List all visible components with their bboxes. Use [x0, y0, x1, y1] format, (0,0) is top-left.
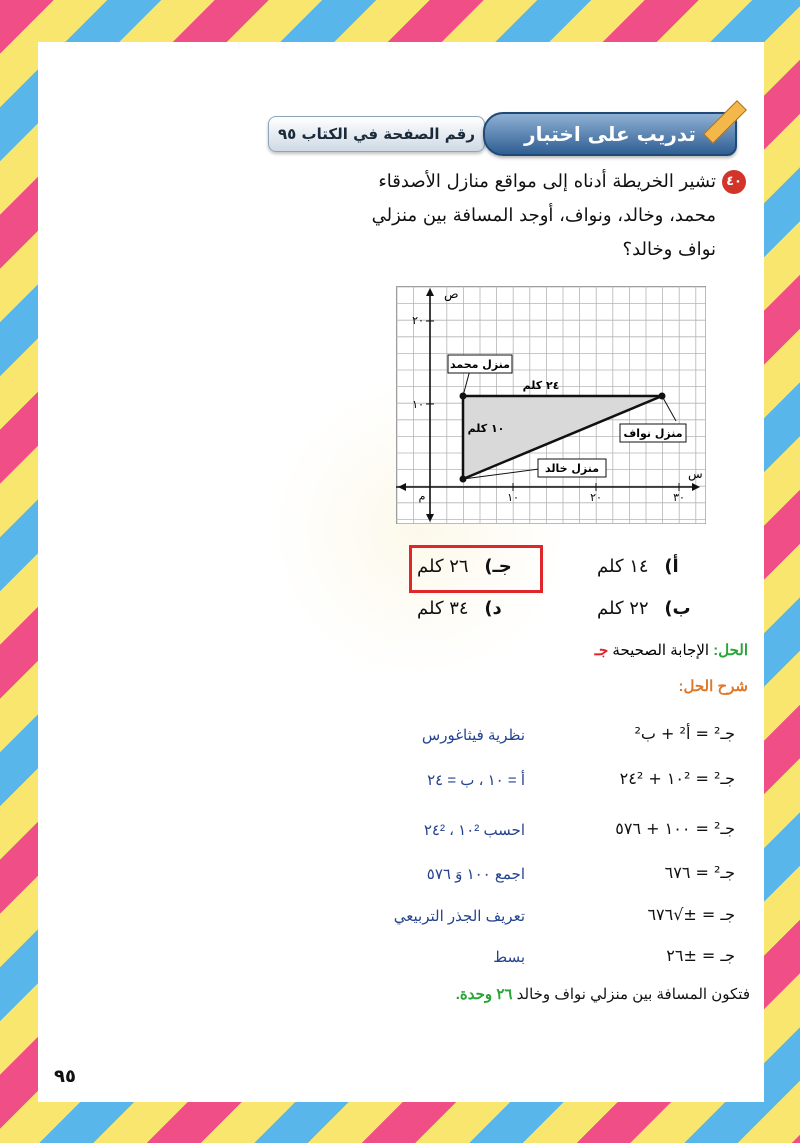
step-4-equation: جـ² = ٦٧٦: [664, 863, 735, 882]
step-3-note: احسب ١٠² ، ٢٤²: [423, 822, 525, 839]
label-side-left: ١٠ كلم: [467, 422, 505, 435]
section-title-badge: تدريب على اختبار: [483, 112, 737, 156]
y-tick-20: ٢٠: [412, 314, 424, 327]
step-1-equation: جـ² = أ² + ب²: [634, 724, 735, 743]
step-3-equation: جـ² = ١٠٠ + ٥٧٦: [615, 819, 735, 838]
conclusion-text: فتكون المسافة بين منزلي نواف وخالد: [516, 986, 750, 1003]
step-2-note: أ = ١٠ ، ب = ٢٤: [427, 772, 525, 789]
x-tick-20: ٢٠: [590, 491, 602, 504]
y-tick-10: ١٠: [412, 398, 424, 411]
solution-answer: جـ: [594, 642, 609, 659]
step-4-note: اجمع ١٠٠ وَ ٥٧٦: [426, 866, 525, 883]
coordinate-graph: [396, 286, 706, 528]
option-c[interactable]: [417, 556, 512, 577]
origin-label: م: [418, 490, 426, 503]
step-6-equation: جـ = ±٢٦: [666, 946, 735, 965]
label-mohammed: منزل محمد: [450, 358, 510, 371]
option-b-value: ٢٢ كلم: [597, 598, 649, 619]
option-a-value: ١٤ كلم: [597, 556, 649, 577]
x-axis-label: س: [688, 467, 703, 481]
x-tick-10: ١٠: [507, 491, 519, 504]
conclusion-value: ٢٦ وحدة.: [455, 986, 513, 1003]
option-a[interactable]: [597, 556, 679, 577]
option-b-letter: ب): [664, 598, 691, 619]
option-b[interactable]: [597, 598, 691, 619]
option-a-letter: أ): [664, 556, 679, 577]
label-nawaf: منزل نواف: [623, 427, 683, 440]
step-1-note: نظرية فيثاغورس: [421, 727, 525, 744]
option-d-value: ٣٤ كلم: [417, 598, 469, 619]
solution-label: الحل:: [713, 642, 748, 659]
book-page-reference: رقم الصفحة في الكتاب ٩٥: [268, 116, 485, 152]
step-5-equation: جـ = ±√٦٧٦: [647, 905, 735, 924]
lesson-header: [268, 100, 738, 156]
solution-line: [588, 641, 748, 659]
step-5-note: تعريف الجذر التربيعي: [393, 908, 525, 925]
page-number: ٩٥: [54, 1066, 76, 1087]
option-d-letter: د): [484, 598, 502, 619]
y-axis-label: ص: [444, 287, 459, 301]
explanation-title: شرح الحل:: [678, 678, 748, 695]
step-6-note: بسط: [493, 949, 525, 966]
question-text: تشير الخريطة أدناه إلى مواقع منازل الأصدقاء محمد، وخالد، ونواف، أوجد المسافة بين منزلي نواف وخالد؟: [371, 171, 716, 260]
label-side-top: ٢٤ كلم: [522, 379, 560, 392]
option-c-letter: جـ): [484, 556, 512, 577]
label-khaled: منزل خالد: [544, 462, 600, 475]
step-2-equation: جـ² = ١٠² + ٢٤²: [619, 769, 735, 788]
option-d[interactable]: [417, 598, 502, 619]
conclusion: [380, 985, 750, 1003]
question-number: ٤٠: [722, 170, 746, 194]
option-c-value: ٢٦ كلم: [417, 556, 469, 577]
solution-text: الإجابة الصحيحة: [612, 642, 710, 659]
x-tick-30: ٣٠: [673, 491, 685, 504]
